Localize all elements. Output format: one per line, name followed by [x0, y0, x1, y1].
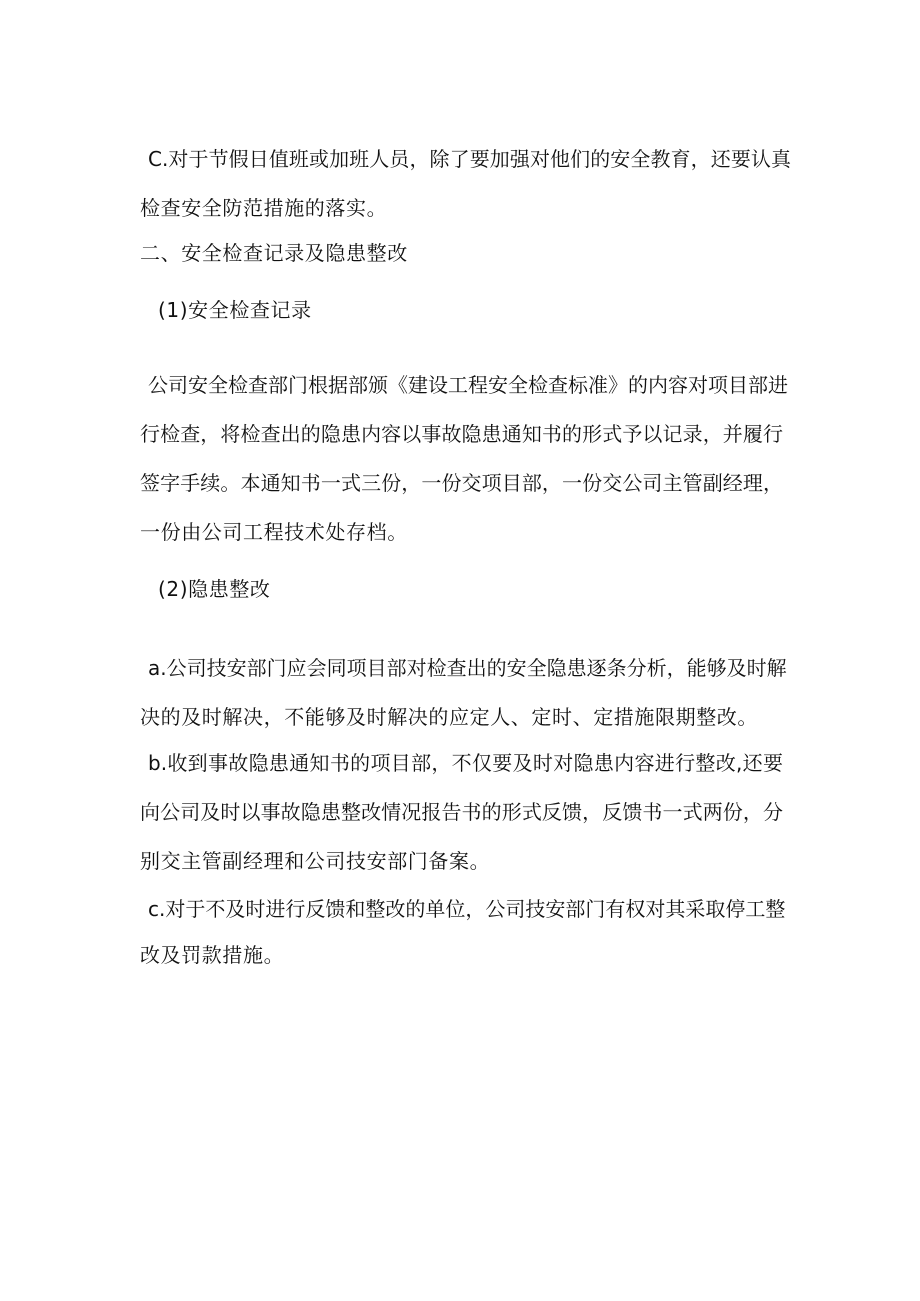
para-c-line-2: 检查安全防范措施的落实。 — [140, 196, 388, 220]
subsection-2-heading: (2)隐患整改 — [158, 577, 271, 601]
item-b-line-3: 别交主管副经理和公司技安部门备案。 — [140, 849, 491, 873]
para-c-line-1: C.对于节假日值班或加班人员，除了要加强对他们的安全教育，还要认真 — [148, 147, 791, 171]
item-a-line-2: 决的及时解决，不能够及时解决的应定人、定时、定措施限期整改。 — [140, 705, 758, 729]
item-c-line-1: c.对于不及时进行反馈和整改的单位，公司技安部门有权对其采取停工整 — [148, 897, 786, 921]
item-b-line-2: 向公司及时以事故隐患整改情况报告书的形式反馈，反馈书一式两份，分 — [140, 800, 783, 824]
item-b-line-1: b.收到事故隐患通知书的项目部，不仅要及时对隐患内容进行整改,还要 — [148, 751, 783, 775]
subsection-1-heading: (1)安全检查记录 — [158, 298, 312, 322]
subsection-1-para-line-1: 公司安全检查部门根据部颁《建设工程安全检查标准》的内容对项目部进 — [148, 373, 788, 397]
item-c-line-2: 改及罚款措施。 — [140, 943, 285, 967]
subsection-1-para-line-2: 行检查，将检查出的隐患内容以事故隐患通知书的形式予以记录，并履行 — [140, 422, 783, 446]
subsection-1-para-line-4: 一份由公司工程技术处存档。 — [140, 520, 408, 544]
item-a-line-1: a.公司技安部门应会同项目部对检查出的安全隐患逐条分析，能够及时解 — [148, 656, 787, 680]
section-heading: 二、安全检查记录及隐患整改 — [140, 241, 408, 265]
subsection-1-para-line-3: 签字手续。本通知书一式三份，一份交项目部，一份交公司主管副经理， — [140, 471, 783, 495]
